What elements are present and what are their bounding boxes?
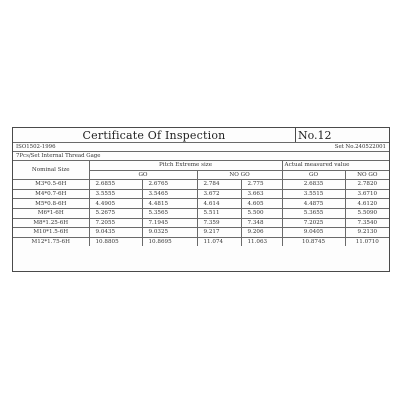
- pitch-nogo-max-cell: 7.359: [197, 218, 241, 228]
- table-row: [13, 180, 389, 190]
- standard-label: ISO1502-1996: [16, 144, 56, 150]
- pitch-go-max-cell: 4.4905: [89, 199, 142, 209]
- nominal-size-cell: M4*0.7-6H: [13, 189, 89, 199]
- certificate-title: Certificate Of Inspection: [13, 128, 296, 142]
- pitch-nogo-min-cell: 2.775: [241, 180, 282, 190]
- nominal-size-cell: M6*1-6H: [13, 208, 89, 218]
- measured-go-cell: 10.8745: [282, 237, 345, 246]
- nominal-size-cell: M5*0.8-6H: [13, 199, 89, 209]
- inspection-table: [13, 160, 389, 246]
- pitch-go-min-cell: 2.6765: [142, 180, 197, 190]
- pitch-go-min-cell: 4.4815: [142, 199, 197, 209]
- pitch-go-max-cell: 9.0435: [89, 228, 142, 238]
- measured-go-cell: 2.6835: [282, 180, 345, 190]
- pitch-nogo-max-cell: 3.672: [197, 189, 241, 199]
- pitch-go-min-cell: 10.8695: [142, 237, 197, 246]
- set-description: 7Pcs/Set Internal Thread Gage: [16, 153, 101, 159]
- pitch-nogo-min-cell: 11.063: [241, 237, 282, 246]
- divider: [13, 142, 389, 143]
- measured-go-header: GO: [282, 170, 345, 180]
- certificate-number: No.12: [298, 129, 332, 142]
- measured-nogo-cell: 5.5090: [345, 208, 389, 218]
- table-row: [13, 208, 389, 218]
- table-row: [13, 228, 389, 238]
- pitch-go-min-cell: 3.5465: [142, 189, 197, 199]
- pitch-go-max-cell: 2.6855: [89, 180, 142, 190]
- set-number: Set No.240522001: [334, 144, 386, 150]
- measured-nogo-cell: 4.6120: [345, 199, 389, 209]
- pitch-nogo-max-cell: 11.074: [197, 237, 241, 246]
- pitch-nogo-min-cell: 4.605: [241, 199, 282, 209]
- measured-go-cell: 9.0405: [282, 228, 345, 238]
- nominal-size-header: Nominal Size: [13, 161, 89, 180]
- nominal-size-cell: M3*0.5-6H: [13, 180, 89, 190]
- pitch-nogo-min-cell: 3.663: [241, 189, 282, 199]
- measured-go-cell: 7.2025: [282, 218, 345, 228]
- pitch-nogo-min-cell: 5.500: [241, 208, 282, 218]
- pitch-go-min-cell: 7.1945: [142, 218, 197, 228]
- pitch-nogo-max-cell: 9.217: [197, 228, 241, 238]
- pitch-go-max-cell: 7.2055: [89, 218, 142, 228]
- table-row: [13, 199, 389, 209]
- measured-nogo-cell: 7.3540: [345, 218, 389, 228]
- nominal-size-cell: M10*1.5-6H: [13, 228, 89, 238]
- pitch-go-max-cell: 3.5555: [89, 189, 142, 199]
- table-row: [13, 189, 389, 199]
- measured-go-cell: 5.3655: [282, 208, 345, 218]
- pitch-go-max-cell: 10.8805: [89, 237, 142, 246]
- pitch-nogo-header: NO GO: [197, 170, 282, 180]
- table-row: [13, 237, 389, 246]
- pitch-go-header: GO: [89, 170, 197, 180]
- pitch-go-max-cell: 5.2675: [89, 208, 142, 218]
- measured-nogo-cell: 3.6710: [345, 189, 389, 199]
- measured-nogo-header: NO GO: [345, 170, 389, 180]
- nominal-size-cell: M8*1.25-6H: [13, 218, 89, 228]
- pitch-nogo-min-cell: 7.348: [241, 218, 282, 228]
- nominal-size-cell: M12*1.75-6H: [13, 237, 89, 246]
- pitch-nogo-max-cell: 4.614: [197, 199, 241, 209]
- table-header-row: [13, 161, 389, 171]
- table-row: [13, 218, 389, 228]
- certificate-sheet: [12, 127, 390, 272]
- measured-go-cell: 4.4875: [282, 199, 345, 209]
- pitch-nogo-max-cell: 2.784: [197, 180, 241, 190]
- measured-go-cell: 3.5515: [282, 189, 345, 199]
- measured-nogo-cell: 2.7820: [345, 180, 389, 190]
- pitch-go-min-cell: 5.3565: [142, 208, 197, 218]
- pitch-nogo-min-cell: 9.206: [241, 228, 282, 238]
- actual-measured-header: Actual measured value: [282, 161, 389, 171]
- pitch-nogo-max-cell: 5.511: [197, 208, 241, 218]
- measured-nogo-cell: 9.2130: [345, 228, 389, 238]
- pitch-go-min-cell: 9.0325: [142, 228, 197, 238]
- measured-nogo-cell: 11.0710: [345, 237, 389, 246]
- pitch-extreme-header: Pitch Extreme size: [89, 161, 282, 171]
